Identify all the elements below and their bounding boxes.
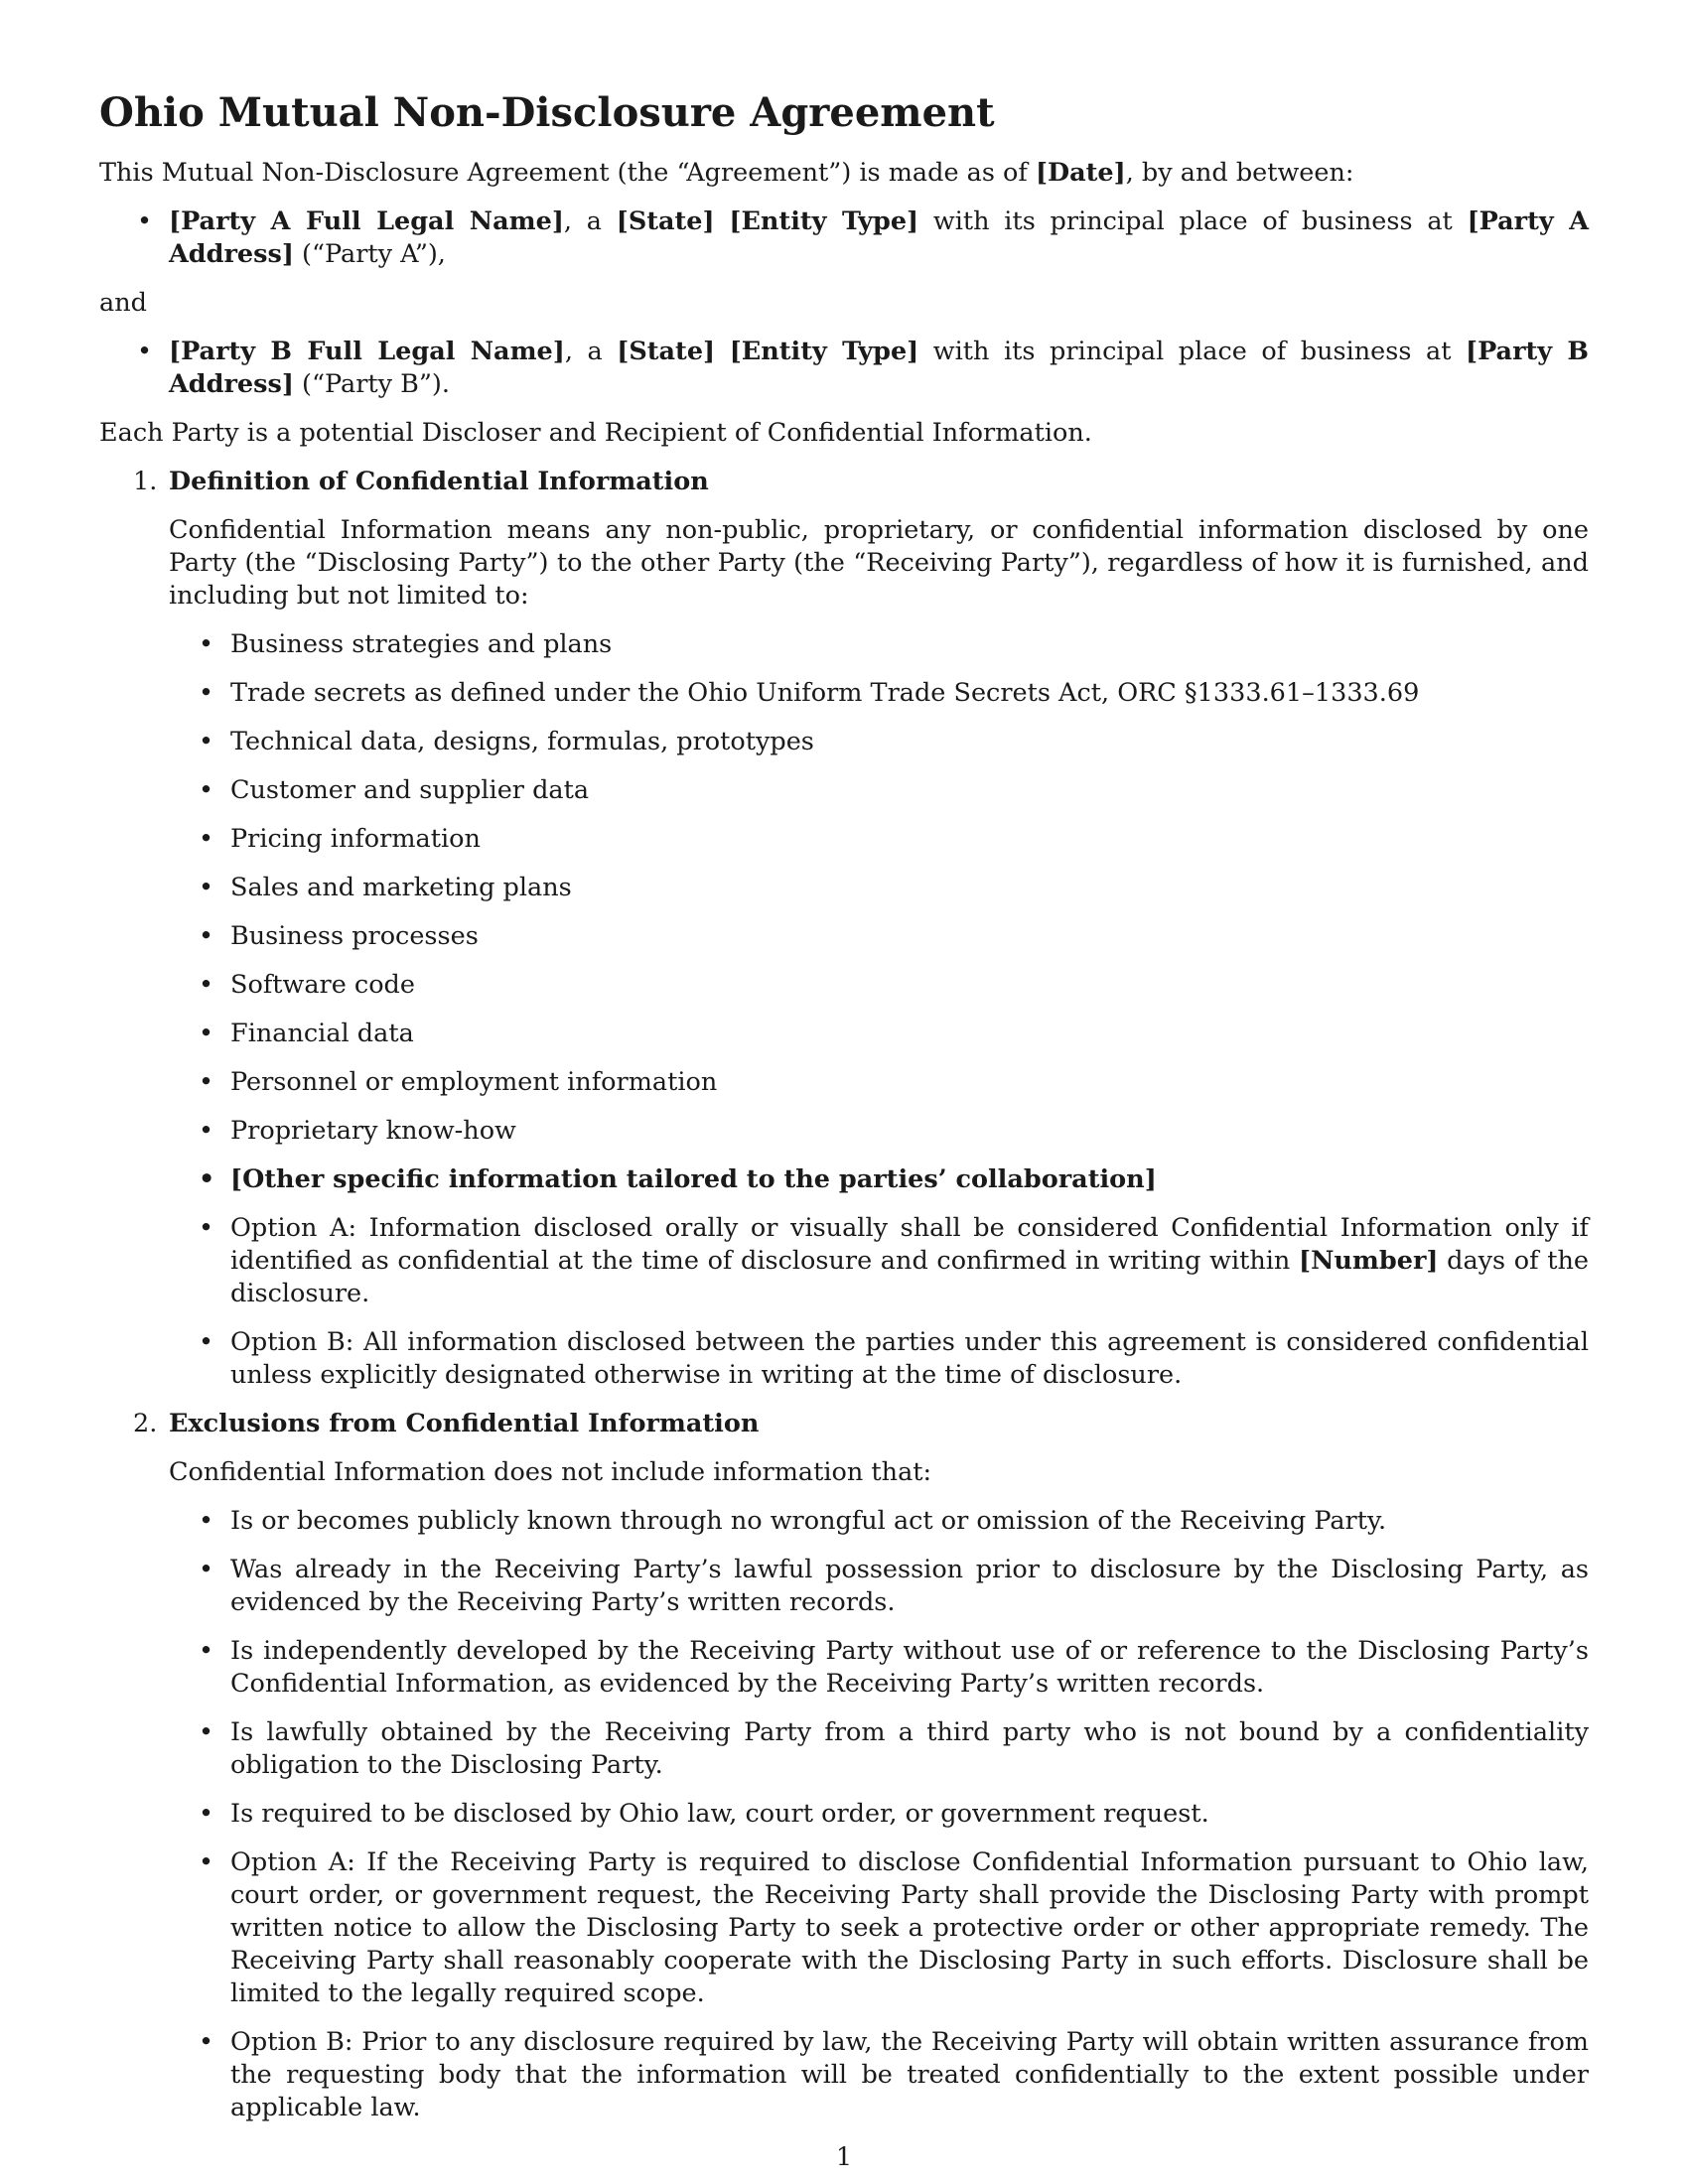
list-item-option-a (169, 1212, 1589, 1310)
section-1-items (169, 628, 1589, 1392)
list-item-other-info: • [Other specific information tailored to the parties’ collaboration] (169, 1163, 1589, 1196)
party-a-space (715, 206, 730, 236)
list-item-option-b: • Option B: All information disclosed between the parties under this agreement is considered confidential unless explicitly designated otherwise in writing at the time of disclosure. (169, 1326, 1589, 1392)
party-b-space (715, 337, 730, 366)
section-1 (99, 466, 1589, 1392)
list-item: • Is required to be disclosed by Ohio law, court order, or government request. (169, 1798, 1589, 1831)
party-b-state: [State] (617, 337, 716, 366)
document-page (99, 89, 1589, 2140)
party-b-name: [Party B Full Legal Name] (169, 337, 565, 366)
section-1-body: Confidential Information means any non-public, proprietary, or confidential information disclosed by one Party (the “Disclosing Party”) to the other Party (the “Receiving Party”), regardless of how it is furnished, and including but not limited to: (169, 515, 1589, 611)
party-b-entry (99, 336, 1589, 401)
section-2-number: 2. (133, 1409, 158, 1438)
party-a-list (99, 205, 1589, 271)
party-b-text-mid: with its principal place of business at (918, 337, 1466, 366)
party-a-name: [Party A Full Legal Name] (169, 206, 564, 236)
list-item: • Personnel or employment information (169, 1066, 1589, 1099)
party-a-label: (“Party A”), (293, 239, 446, 269)
party-b-list (99, 336, 1589, 401)
intro-text-end: , by and between: (1125, 158, 1354, 188)
party-a-entry (99, 205, 1589, 271)
list-item: • Pricing information (169, 823, 1589, 856)
party-a-text: , a (563, 206, 617, 236)
section-1-title: Definition of Confidential Information (169, 467, 709, 496)
party-b-entity-type: [Entity Type] (729, 337, 919, 366)
party-a-entity-type: [Entity Type] (729, 206, 919, 236)
list-item: • Sales and marketing plans (169, 872, 1589, 904)
and-connector: and (99, 288, 147, 318)
option-a-text: Option A: Information disclosed orally or visually shall be considered Confidential Information only if identified as confidential at the time of disclosure and confirmed in writing within (230, 1213, 1589, 1276)
intro-text: This Mutual Non-Disclosure Agreement (the “Agreement”) is made as of (99, 158, 1036, 188)
list-item: • Is lawfully obtained by the Receiving Party from a third party who is not bound by a confidentiality obligation to the Disclosing Party. (169, 1716, 1589, 1782)
list-item: • Trade secrets as defined under the Ohio Uniform Trade Secrets Act, ORC §1333.61–1333.69 (169, 677, 1589, 710)
section-1-number: 1. (133, 467, 158, 496)
list-item: • Business strategies and plans (169, 628, 1589, 661)
list-item: • Is or becomes publicly known through no wrongful act or omission of the Receiving Party. (169, 1505, 1589, 1538)
list-item: • Financial data (169, 1018, 1589, 1050)
list-item: • Software code (169, 969, 1589, 1002)
list-item: • Is independently developed by the Receiving Party without use of or reference to the Disclosing Party’s Confidential Information, as evidenced by the Receiving Party’s written records. (169, 1635, 1589, 1701)
list-item: • Was already in the Receiving Party’s lawful possession prior to disclosure by the Disclosing Party, as evidenced by the Receiving Party’s written records. (169, 1554, 1589, 1619)
page-number: 1 (835, 2142, 853, 2172)
list-item: • Proprietary know-how (169, 1115, 1589, 1148)
sections-list (99, 466, 1589, 2124)
document-title: Ohio Mutual Non-Disclosure Agreement (99, 89, 995, 136)
list-item: • Business processes (169, 920, 1589, 953)
section-2-body: Confidential Information does not include information that: (169, 1457, 932, 1487)
number-placeholder: [Number] (1299, 1246, 1439, 1276)
list-item: • Technical data, designs, formulas, prototypes (169, 726, 1589, 758)
section-2-title: Exclusions from Confidential Information (169, 1409, 760, 1438)
intro-paragraph (99, 157, 1589, 190)
date-placeholder: [Date] (1035, 158, 1126, 188)
each-party-statement: Each Party is a potential Discloser and Recipient of Confidential Information. (99, 418, 1092, 448)
list-item: • Option A: If the Receiving Party is required to disclose Confidential Information pursuant to Ohio law, court order, or government request, the Receiving Party shall provide the Disclosing Party with prompt written notice to allow the Disclosing Party to seek a protective order or other appropriate remedy. The Receiving Party shall reasonably cooperate with the Disclosing Party in such efforts. Disclosure shall be limited to the legally required scope. (169, 1846, 1589, 2010)
list-item: • Customer and supplier data (169, 774, 1589, 807)
list-item: • Option B: Prior to any disclosure required by law, the Receiving Party will obtain written assurance from the requesting body that the information will be treated confidentially to the extent possible under applicable law. (169, 2026, 1589, 2124)
section-2-items (169, 1505, 1589, 2124)
party-b-text: , a (564, 337, 618, 366)
party-a-text-mid: with its principal place of business at (918, 206, 1468, 236)
party-b-label: (“Party B”). (293, 369, 450, 399)
party-a-address: [Party A Address] (169, 206, 1589, 269)
section-2 (99, 1408, 1589, 2124)
party-a-state: [State] (616, 206, 715, 236)
party-b-address: [Party B Address] (169, 337, 1589, 399)
option-a-text-end: days of the disclosure. (230, 1246, 1589, 1308)
